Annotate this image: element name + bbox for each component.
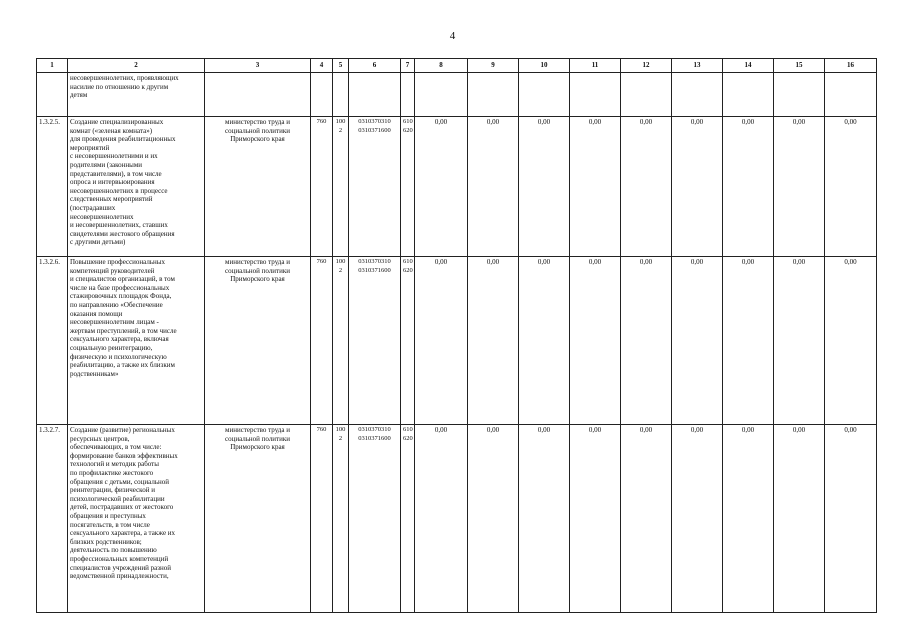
text-line: числе на базе профессиональных bbox=[70, 283, 170, 292]
row-ministry-code: 760 bbox=[311, 425, 333, 613]
column-header-1: 1 bbox=[37, 59, 68, 73]
text-line: 620 bbox=[403, 266, 413, 274]
empty-cell bbox=[621, 73, 672, 117]
row-value: 0,00 bbox=[825, 257, 877, 425]
empty-cell bbox=[205, 73, 311, 117]
row-description bbox=[68, 425, 205, 613]
empty-cell bbox=[401, 73, 415, 117]
text-line: 620 bbox=[403, 126, 413, 134]
row-value: 0,00 bbox=[621, 117, 672, 257]
text-line: министерство труда и bbox=[225, 426, 290, 434]
text-line: Создание (развитие) региональных bbox=[70, 426, 175, 434]
text-line: обеспечивающих, в том числе: bbox=[70, 443, 162, 452]
text-line: стажировочных площадок Фонда, bbox=[70, 292, 172, 301]
text-line: ведомственной принадлежности, bbox=[70, 572, 169, 581]
row-target-code bbox=[349, 117, 401, 257]
text-line: близких родственников; bbox=[70, 537, 142, 546]
row-description bbox=[68, 73, 205, 117]
text-line: и специалистов организаций, в том bbox=[70, 275, 175, 284]
text-line: реабилитацию, а также их близким bbox=[70, 361, 175, 370]
row-value: 0,00 bbox=[519, 257, 570, 425]
text-line: и несовершеннолетних, ставших bbox=[70, 221, 168, 230]
page-number: 4 bbox=[449, 30, 456, 42]
text-line: 0310370310 bbox=[358, 118, 391, 125]
text-line: 0310371600 bbox=[358, 266, 391, 274]
column-header-10: 10 bbox=[519, 59, 570, 73]
text-line: представителями), в том числе bbox=[70, 169, 162, 178]
text-line: профессиональных компетенций bbox=[70, 554, 169, 563]
text-line: с несовершеннолетними и их bbox=[70, 152, 158, 161]
row-value: 0,00 bbox=[723, 425, 774, 613]
row-section-code: 1002 bbox=[333, 425, 349, 613]
row-target-code bbox=[349, 425, 401, 613]
text-line: компетенций руководителей bbox=[70, 266, 155, 275]
text-line: Приморского края bbox=[230, 443, 285, 452]
empty-cell bbox=[468, 73, 519, 117]
row-value: 0,00 bbox=[415, 117, 468, 257]
row-expense-type bbox=[401, 425, 415, 613]
row-section-code: 1002 bbox=[333, 257, 349, 425]
text-line: свидетелями жестокого обращения bbox=[70, 229, 175, 238]
text-line: 610 bbox=[403, 426, 413, 433]
text-line: обращения с детьми, социальной bbox=[70, 477, 170, 486]
row-expense-type bbox=[401, 117, 415, 257]
text-line: для проведения реабилитационных bbox=[70, 135, 176, 144]
text-line: министерство труда и bbox=[225, 118, 290, 126]
table-row bbox=[37, 257, 877, 425]
row-expense-type bbox=[401, 257, 415, 425]
text-line: социальной политики bbox=[224, 434, 291, 443]
text-line: 0310371600 bbox=[358, 434, 391, 442]
text-line: Повышение профессиональных bbox=[70, 258, 165, 266]
row-number: 1.3.2.5. bbox=[37, 117, 68, 257]
text-line: детям bbox=[70, 91, 88, 100]
table-row bbox=[37, 425, 877, 613]
text-line: реинтеграции, физической и bbox=[70, 486, 155, 495]
column-header-11: 11 bbox=[570, 59, 621, 73]
text-line: 0310371600 bbox=[358, 126, 391, 134]
text-line: формирование банков эффективных bbox=[70, 451, 178, 460]
text-line: (пострадавших bbox=[70, 203, 116, 212]
empty-cell bbox=[311, 73, 333, 117]
text-line: несовершеннолетним лицам - bbox=[70, 318, 159, 327]
text-line: несовершеннолетних, проявляющих bbox=[70, 74, 179, 82]
text-line: физическую и психологическую bbox=[70, 352, 167, 361]
text-line: комнат («зеленая комната») bbox=[70, 126, 153, 135]
row-value: 0,00 bbox=[774, 257, 825, 425]
empty-cell bbox=[333, 73, 349, 117]
budget-table bbox=[36, 58, 877, 613]
column-header-6: 6 bbox=[349, 59, 401, 73]
row-value: 0,00 bbox=[468, 117, 519, 257]
text-line: несовершеннолетних в процессе bbox=[70, 186, 168, 195]
text-line: опроса и интервьюирования bbox=[70, 178, 155, 187]
continuation-row bbox=[37, 73, 877, 117]
text-line: сексуального характера, включая bbox=[70, 335, 169, 344]
row-ministry-code: 760 bbox=[311, 257, 333, 425]
row-value: 0,00 bbox=[570, 117, 621, 257]
row-ministry-code: 760 bbox=[311, 117, 333, 257]
text-line: родственникам» bbox=[70, 369, 119, 378]
text-line: социальной политики bbox=[224, 266, 291, 275]
row-executor bbox=[205, 117, 311, 257]
column-header-14: 14 bbox=[723, 59, 774, 73]
text-line: по направлению «Обеспечение bbox=[70, 300, 163, 309]
column-header-2: 2 bbox=[68, 59, 205, 73]
row-value: 0,00 bbox=[621, 425, 672, 613]
row-value: 0,00 bbox=[570, 257, 621, 425]
text-line: посягательств, в том числе bbox=[70, 520, 150, 529]
column-header-7: 7 bbox=[401, 59, 415, 73]
row-number: 1.3.2.6. bbox=[37, 257, 68, 425]
row-value: 0,00 bbox=[723, 257, 774, 425]
empty-cell bbox=[723, 73, 774, 117]
row-value: 0,00 bbox=[672, 257, 723, 425]
text-line: с другими детьми) bbox=[70, 238, 126, 247]
row-value: 0,00 bbox=[672, 117, 723, 257]
row-value: 0,00 bbox=[415, 425, 468, 613]
text-line: министерство труда и bbox=[225, 258, 290, 266]
text-line: специалистов учреждений разной bbox=[70, 563, 171, 572]
text-line: обращения и преступных bbox=[70, 511, 146, 520]
text-line: психологической реабилитации bbox=[70, 494, 165, 503]
row-executor bbox=[205, 257, 311, 425]
text-line: жертвам преступлений, в том числе bbox=[70, 326, 177, 335]
table-body bbox=[37, 73, 877, 613]
empty-cell bbox=[349, 73, 401, 117]
text-line: несовершеннолетних bbox=[70, 212, 134, 221]
text-line: родителями (законными bbox=[70, 160, 143, 169]
empty-cell bbox=[570, 73, 621, 117]
row-description bbox=[68, 117, 205, 257]
text-line: оказания помощи bbox=[70, 309, 123, 318]
header-row bbox=[37, 59, 877, 73]
text-line: Создание специализированных bbox=[70, 118, 164, 126]
row-value: 0,00 bbox=[672, 425, 723, 613]
row-value: 0,00 bbox=[774, 117, 825, 257]
text-line: 620 bbox=[403, 434, 413, 442]
text-line: Приморского края bbox=[230, 135, 285, 144]
text-line: 610 bbox=[403, 258, 413, 265]
column-header-13: 13 bbox=[672, 59, 723, 73]
column-header-15: 15 bbox=[774, 59, 825, 73]
column-header-9: 9 bbox=[468, 59, 519, 73]
text-line: 610 bbox=[403, 118, 413, 125]
empty-cell bbox=[519, 73, 570, 117]
text-line: следственных мероприятий bbox=[70, 195, 153, 204]
empty-cell bbox=[672, 73, 723, 117]
text-line: насилие по отношению к другим bbox=[70, 82, 169, 91]
table-row bbox=[37, 117, 877, 257]
row-value: 0,00 bbox=[825, 117, 877, 257]
row-value: 0,00 bbox=[723, 117, 774, 257]
row-value: 0,00 bbox=[415, 257, 468, 425]
text-line: деятельность по повышению bbox=[70, 546, 157, 555]
row-description bbox=[68, 257, 205, 425]
text-line: сексуального характера, а также их bbox=[70, 529, 176, 538]
row-value: 0,00 bbox=[774, 425, 825, 613]
text-line: социальной политики bbox=[224, 126, 291, 135]
empty-cell bbox=[825, 73, 877, 117]
column-header-4: 4 bbox=[311, 59, 333, 73]
column-header-16: 16 bbox=[825, 59, 877, 73]
row-value: 0,00 bbox=[825, 425, 877, 613]
column-header-3: 3 bbox=[205, 59, 311, 73]
column-header-8: 8 bbox=[415, 59, 468, 73]
column-header-5: 5 bbox=[333, 59, 349, 73]
text-line: детей, пострадавших от жестокого bbox=[70, 503, 174, 512]
row-number bbox=[37, 73, 68, 117]
empty-cell bbox=[415, 73, 468, 117]
column-header-12: 12 bbox=[621, 59, 672, 73]
row-value: 0,00 bbox=[468, 425, 519, 613]
empty-cell bbox=[774, 73, 825, 117]
row-executor bbox=[205, 425, 311, 613]
row-value: 0,00 bbox=[621, 257, 672, 425]
row-value: 0,00 bbox=[519, 117, 570, 257]
text-line: 0310370310 bbox=[358, 426, 391, 433]
text-line: по профилактике жестокого bbox=[70, 468, 154, 477]
text-line: 0310370310 bbox=[358, 258, 391, 265]
text-line: мероприятий bbox=[70, 143, 110, 152]
row-section-code: 1002 bbox=[333, 117, 349, 257]
row-target-code bbox=[349, 257, 401, 425]
row-number: 1.3.2.7. bbox=[37, 425, 68, 613]
text-line: ресурсных центров, bbox=[70, 434, 130, 443]
text-line: технологий и методик работы bbox=[70, 460, 159, 469]
row-value: 0,00 bbox=[468, 257, 519, 425]
text-line: социальную реинтеграцию, bbox=[70, 343, 153, 352]
row-value: 0,00 bbox=[570, 425, 621, 613]
text-line: Приморского края bbox=[230, 275, 285, 284]
row-value: 0,00 bbox=[519, 425, 570, 613]
